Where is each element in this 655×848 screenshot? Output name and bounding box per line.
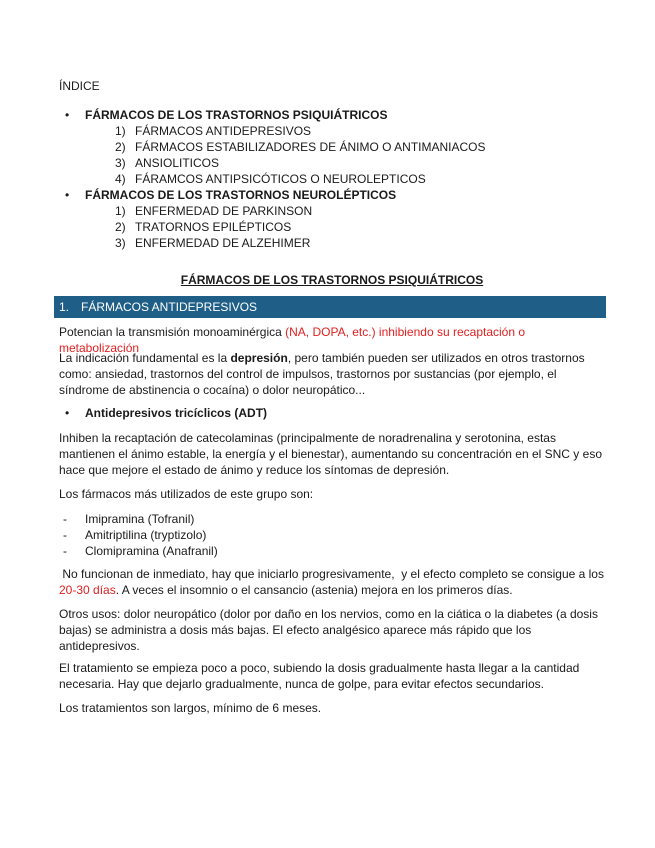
toc-section-label: FÁRMACOS DE LOS TRASTORNOS PSIQUIÁTRICOS <box>85 108 388 122</box>
toc-item-label: ENFERMEDAD DE PARKINSON <box>135 204 313 218</box>
dash-icon: - <box>63 544 67 558</box>
toc-item-label: FÁRMACOS ESTABILIZADORES DE ÁNIMO O ANTIMANIACOS <box>135 140 486 154</box>
text-run: necesaria. Hay que dejarlo gradualmente, nunca de golpe, para evitar efectos secundarios. <box>59 677 544 691</box>
highlight-text: 20-30 días <box>59 583 116 597</box>
toc-item-number: 3) <box>115 236 126 250</box>
list-item-label: Imipramina (Tofranil) <box>85 512 195 526</box>
bullet-icon: • <box>65 406 70 420</box>
toc-item-label: TRATORNOS EPILÉPTICOS <box>135 220 292 234</box>
list-item-label: Amitriptilina (tryptizolo) <box>85 528 207 542</box>
paragraph-indication <box>59 350 605 398</box>
text-run: síndrome de abstinencia o cocaína) o dolor neuropático... <box>59 383 366 397</box>
text-run: , pero también pueden ser utilizados en otros trastornos <box>287 351 585 365</box>
bullet-label: Antidepresivos tricíclicos (ADT) <box>85 406 268 420</box>
toc-section-label: FÁRMACOS DE LOS TRASTORNOS NEUROLÉPTICOS <box>85 188 397 202</box>
heading-number: 1. <box>59 300 70 314</box>
bold-text: depresión <box>230 351 288 365</box>
toc-item-number: 1) <box>115 124 126 138</box>
toc-item <box>59 235 605 251</box>
text-run: como: ansiedad, trastornos del control de impulsos, trastornos por sustancias (por ejemplo, el <box>59 367 557 381</box>
text-run: . A veces el insomnio o el cansancio (astenia) mejora en los primeros días. <box>115 583 513 597</box>
toc-item <box>59 171 605 187</box>
toc-section-psiquiatricos <box>59 107 605 123</box>
paragraph-treatment <box>59 660 605 692</box>
paragraph-mechanism <box>59 430 605 478</box>
toc-item <box>59 139 605 155</box>
index-title: ÍNDICE <box>59 79 100 93</box>
heading-label: FÁRMACOS ANTIDEPRESIVOS <box>81 300 258 314</box>
dash-icon: - <box>63 528 67 542</box>
text-run: No funcionan de inmediato, hay que iniciarlo progresivamente, y el efecto completo se consigue a los <box>59 567 604 581</box>
bullet-icon: • <box>65 108 70 122</box>
toc-item <box>59 155 605 171</box>
section-title: FÁRMACOS DE LOS TRASTORNOS PSIQUIÁTRICOS <box>180 273 484 287</box>
heading-bar <box>54 296 606 318</box>
list-item <box>59 527 605 543</box>
list-item-label: Clomipramina (Anafranil) <box>85 544 218 558</box>
toc-item-number: 1) <box>115 204 126 218</box>
text-run: La indicación fundamental es la <box>59 351 231 365</box>
toc-item-label: ENFERMEDAD DE ALZEHIMER <box>135 236 311 250</box>
toc-item <box>59 123 605 139</box>
text-run: Potencian la transmisión monoaminérgica <box>59 325 286 339</box>
list-item <box>59 511 605 527</box>
drug-list <box>59 511 605 559</box>
toc-item <box>59 203 605 219</box>
text-run: mantienen el ánimo estable, la energía y el bienestar), aumentando su concentración en el SNC y eso <box>59 447 602 461</box>
toc-item-number: 4) <box>115 172 126 186</box>
bullet-icon: • <box>65 188 70 202</box>
toc-item-number: 2) <box>115 220 126 234</box>
toc-item <box>59 219 605 235</box>
toc-item-label: FÁRAMCOS ANTIPSICÓTICOS O NEUROLEPTICOS <box>135 172 426 186</box>
text-run: bajas) se administra a dosis más bajas. El efecto analgésico aparece más rápido que los <box>59 623 532 637</box>
text-run: Otros usos: dolor neuropático (dolor por daño en los nervios, como en la ciática o la diabetes (a dosis <box>59 607 598 621</box>
toc-item-number: 2) <box>115 140 126 154</box>
toc-item-label: ANSIOLITICOS <box>135 156 220 170</box>
bullet-adt <box>59 405 605 421</box>
text-run: hace que mejore el estado de ánimo y reduce los síntomas de depresión. <box>59 463 450 477</box>
table-of-contents <box>59 107 605 251</box>
paragraph-duration: Los tratamientos son largos, mínimo de 6 meses. <box>59 701 322 715</box>
list-item <box>59 543 605 559</box>
paragraph-other-uses <box>59 606 605 654</box>
text-run: Inhiben la recaptación de catecolaminas (principalmente de noradrenalina y serotonina, estas <box>59 431 556 445</box>
paragraph-onset <box>59 566 605 598</box>
toc-item-label: FÁRMACOS ANTIDEPRESIVOS <box>135 124 312 138</box>
toc-item-number: 3) <box>115 156 126 170</box>
dash-icon: - <box>63 512 67 526</box>
text-run: El tratamiento se empieza poco a poco, subiendo la dosis gradualmente hasta llegar a la cantidad <box>59 661 580 675</box>
toc-section-neurolepticos <box>59 187 605 203</box>
text-run: antidepresivos. <box>59 639 140 653</box>
paragraph-drugs-intro: Los fármacos más utilizados de este grupo son: <box>59 487 314 501</box>
highlight-text: (NA, DOPA, etc.) inhibiendo su recaptación o metabolización <box>59 325 526 355</box>
